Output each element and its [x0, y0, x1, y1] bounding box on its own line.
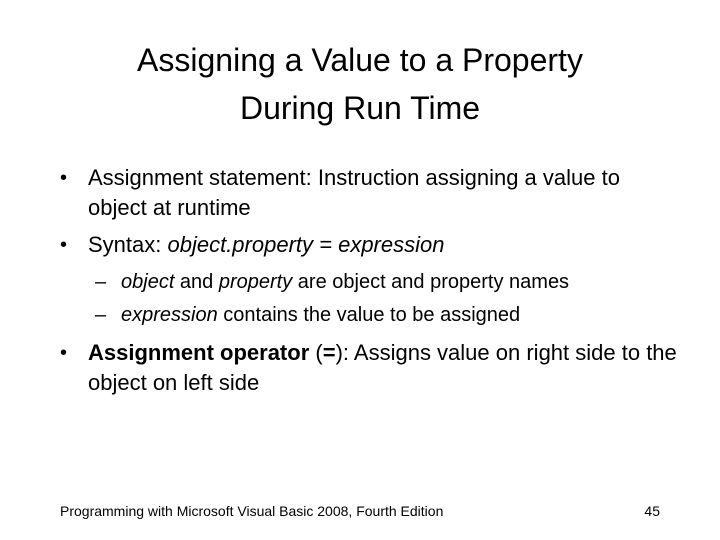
slide-title: [40, 36, 680, 132]
sub-bullet-text: [121, 301, 695, 329]
footer-course-title: Programming with Microsoft Visual Basic 2008, Fourth Edition: [60, 503, 444, 519]
term-object: object: [121, 271, 175, 293]
sub-bullet-marker: –: [95, 304, 107, 326]
footer-page-number: 45: [644, 503, 660, 519]
operator-description: : Assigns value on right side to the object on left side: [88, 340, 677, 395]
bullet-text: [88, 230, 680, 260]
bullet-text: [88, 338, 680, 398]
sub-bullet-rest: contains the value to be assigned: [217, 304, 521, 326]
bullet-marker: •: [60, 234, 68, 256]
bullet-marker: •: [60, 342, 68, 364]
term-property: property: [218, 271, 293, 293]
sub-bullet-expression: [95, 301, 695, 329]
slide-title-line-2: During Run Time: [239, 90, 481, 126]
paren-close: ): [335, 340, 343, 365]
sub-bullet-text: [121, 268, 695, 296]
syntax-expression: object.property = expression: [167, 232, 445, 257]
sub-bullet-marker: –: [95, 271, 107, 293]
bullet-marker: •: [60, 167, 68, 189]
operator-symbol: =: [322, 340, 336, 365]
bullet-assignment-operator: [60, 338, 680, 398]
sub-bullet-object-property: [95, 268, 695, 296]
bullet-assignment-statement: [60, 163, 680, 223]
paren-open: (: [309, 340, 323, 365]
bullet-syntax: [60, 230, 680, 260]
syntax-label: Syntax:: [88, 232, 168, 257]
bullet-text: Assignment statement: Instruction assigning a value to object at runtime: [88, 165, 620, 220]
slide-title-line-1: Assigning a Value to a Property: [137, 42, 583, 78]
operator-label: Assignment operator: [88, 340, 310, 365]
sub-bullet-rest: are object and property names: [292, 271, 570, 293]
term-expression: expression: [121, 304, 218, 326]
text-and: and: [174, 271, 219, 293]
